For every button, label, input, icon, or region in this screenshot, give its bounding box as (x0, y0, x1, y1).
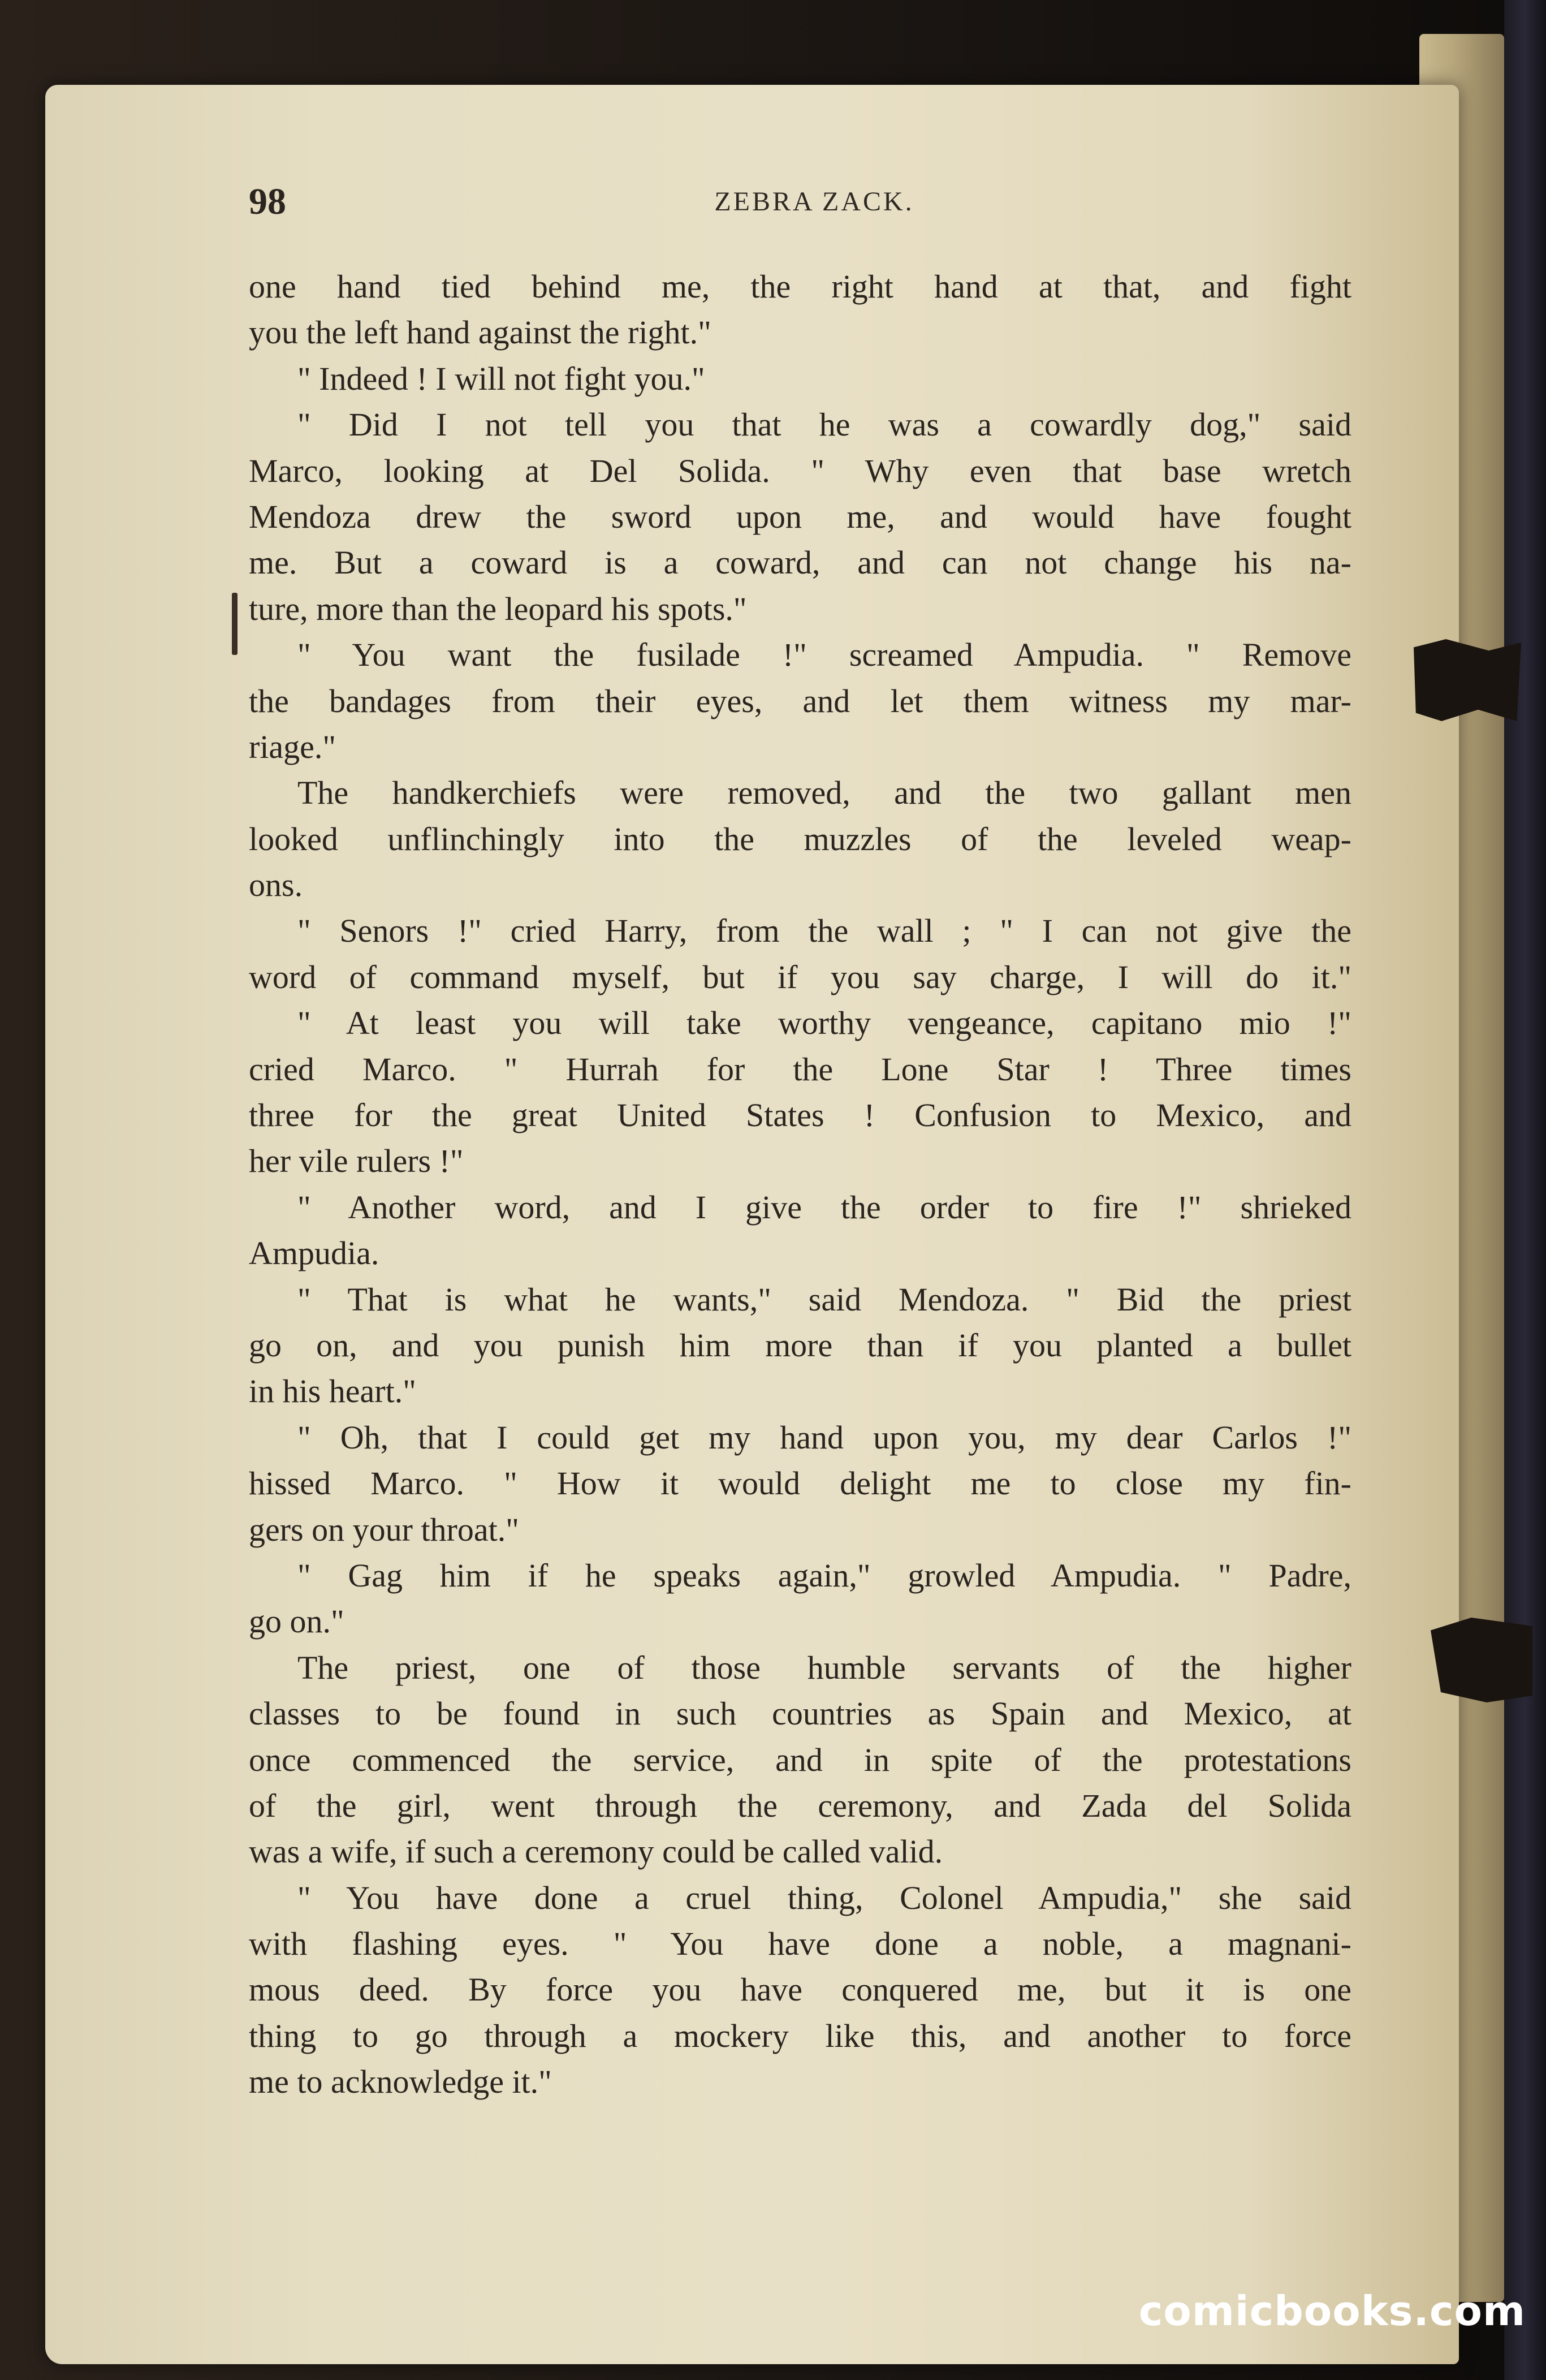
text-line: three for the great United States ! Confusion to Mexico, and (249, 1097, 1351, 1134)
text-line: " Gag him if he speaks again," growled Ampudia. " Padre, (297, 1557, 1351, 1594)
text-line: The priest, one of those humble servants of the higher (297, 1649, 1351, 1686)
text-line: go on, and you punish him more than if you planted a bullet (249, 1326, 1351, 1364)
text-line: mous deed. By force you have conquered me, but it is one (249, 1971, 1351, 2008)
text-line: once commenced the service, and in spite of the protestations (249, 1741, 1351, 1778)
text-line: word of command myself, but if you say charge, I will do it." (249, 958, 1351, 995)
text-line: one hand tied behind me, the right hand at that, and fight (249, 268, 1351, 305)
text-line: looked unflinchingly into the muzzles of the leveled weap- (249, 820, 1351, 857)
text-line: " You have done a cruel thing, Colonel Ampudia," she said (297, 1879, 1351, 1916)
text-line: " Indeed ! I will not fight you." (297, 360, 705, 397)
text-line: " Did I not tell you that he was a cowardly dog," said (297, 406, 1351, 443)
page-number: 98 (249, 181, 286, 222)
text-line: classes to be found in such countries as Spain and Mexico, at (249, 1695, 1351, 1732)
text-line: " That is what he wants," said Mendoza. " Bid the priest (297, 1280, 1351, 1318)
text-line: cried Marco. " Hurrah for the Lone Star ! Three times (249, 1050, 1351, 1088)
body-text (249, 264, 1351, 2105)
text-line: " Senors !" cried Harry, from the wall ; " I can not give the (297, 912, 1351, 950)
text-line: of the girl, went through the ceremony, and Zada del Solida (249, 1787, 1351, 1824)
text-line: with flashing eyes. " You have done a noble, a magnani- (249, 1925, 1351, 1963)
text-line: thing to go through a mockery like this, and another to force (249, 2017, 1351, 2054)
text-line: " You want the fusilade !" screamed Ampudia. " Remove (297, 636, 1351, 674)
text-line: gers on your throat." (249, 1511, 519, 1548)
page-header (249, 176, 1380, 227)
text-line: Marco, looking at Del Solida. " Why even that base wretch (249, 452, 1351, 489)
text-line: " Oh, that I could get my hand upon you, my dear Carlos !" (297, 1418, 1351, 1456)
margin-mark (232, 593, 237, 655)
text-line: go on." (249, 1603, 344, 1640)
text-line: her vile rulers !" (249, 1142, 464, 1180)
running-head: ZEBRA ZACK. (714, 187, 914, 217)
text-line: ons. (249, 866, 303, 904)
binding-tab-top (1414, 639, 1521, 721)
text-line: the bandages from their eyes, and let them witness my mar- (249, 682, 1351, 719)
text-line: me. But a coward is a coward, and can not change his na- (249, 544, 1351, 581)
text-line: in his heart." (249, 1373, 416, 1410)
text-line: me to acknowledge it." (249, 2063, 552, 2101)
text-line: hissed Marco. " How it would delight me to close my fin- (249, 1465, 1351, 1502)
text-line: Mendoza drew the sword upon me, and would have fought (249, 498, 1351, 535)
text-line: " At least you will take worthy vengeance, capitano mio !" (297, 1004, 1351, 1042)
site-watermark: comicbooks.com (1138, 2287, 1526, 2335)
book-spine (1504, 0, 1546, 2380)
text-line: you the left hand against the right." (249, 314, 711, 351)
text-line: ture, more than the leopard his spots." (249, 590, 747, 627)
text-line: The handkerchiefs were removed, and the two gallant men (297, 774, 1351, 812)
text-line: " Another word, and I give the order to fire !" shrieked (297, 1188, 1351, 1226)
text-line: riage." (249, 728, 336, 765)
text-line: Ampudia. (249, 1235, 379, 1272)
binding-tab-bottom (1431, 1618, 1532, 1702)
text-line: was a wife, if such a ceremony could be called valid. (249, 1833, 943, 1870)
